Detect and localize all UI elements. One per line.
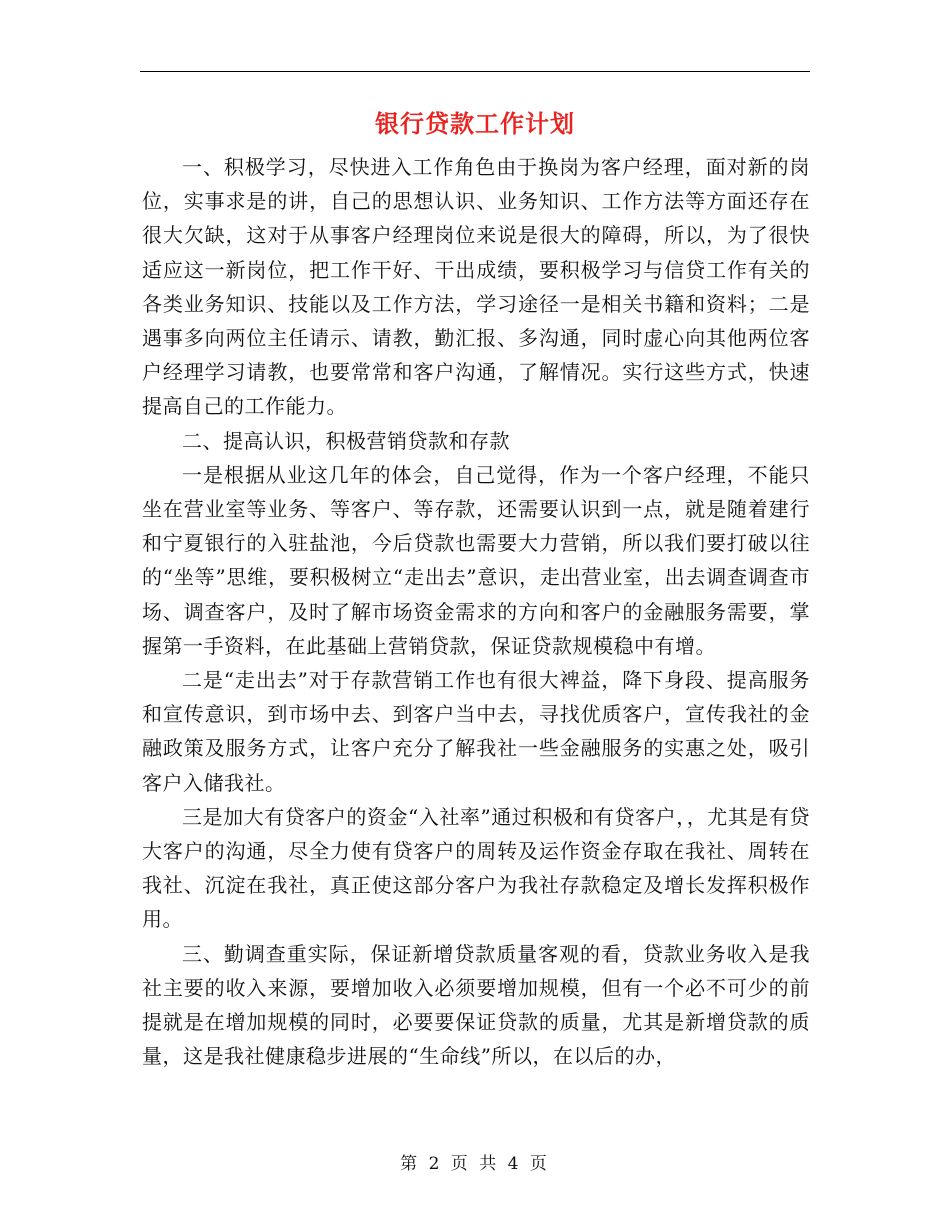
paragraph-3: 一是根据从业这几年的体会，自己觉得，作为一个客户经理，不能只坐在营业室等业务、等客户、等存款，还需要认识到一点，就是随着建行和宁夏银行的入驻盐池，今后贷款也需要大力营销，所以我们要打破以往的“坐等”思维，要积极树立“走出去”意识，走出营业室，出去调查调查市场、调查客户，及时了解市场资金需求的方向和客户的金融服务需要，掌握第一手资料，在此基础上营销贷款，保证贷款规模稳中有增。	[142, 462, 810, 658]
document-title: 银行贷款工作计划	[375, 109, 575, 138]
header-rule	[140, 71, 810, 72]
document-body	[142, 150, 810, 1073]
page-number-footer: 第 2 页 共 4 页	[400, 1154, 550, 1174]
paragraph-5: 三是加大有贷客户的资金“入社率”通过积极和有贷客户，，尤其是有贷大客户的沟通，尽全力使有贷客户的周转及运作资金存取在我社、周转在我社、沉淀在我社，真正使这部分客户为我社存款稳定及增长发挥积极作用。	[142, 804, 810, 932]
paragraph-4: 二是“走出去”对于存款营销工作也有很大裨益，降下身段、提高服务和宣传意识，到市场中去、到客户当中去，寻找优质客户，宣传我社的金融政策及服务方式，让客户充分了解我社一些金融服务的实惠之处，吸引客户入储我社。	[142, 668, 810, 795]
paragraph-2: 二、提高认识，积极营销贷款和存款	[182, 428, 510, 453]
paragraph-1: 一、积极学习，尽快进入工作角色由于换岗为客户经理，面对新的岗位，实事求是的讲，自己的思想认识、业务知识、工作方法等方面还存在很大欠缺，这对于从事客户经理岗位来说是很大的障碍，所以，为了很快适应这一新岗位，把工作干好、干出成绩，要积极学习与信贷工作有关的各类业务知识、技能以及工作方法，学习途径一是相关书籍和资料；二是遇事多向两位主任请示、请教，勤汇报、多沟通，同时虚心向其他两位客户经理学习请教，也要常常和客户沟通，了解情况。实行这些方式，快速提高自己的工作能力。	[142, 155, 810, 419]
paragraph-6: 三、勤调查重实际，保证新增贷款质量客观的看，贷款业务收入是我社主要的收入来源，要增加收入必须要增加规模，但有一个必不可少的前提就是在增加规模的同时，必要要保证贷款的质量，尤其是新增贷款的质量，这是我社健康稳步进展的“生命线”所以，在以后的办，	[142, 941, 810, 1069]
